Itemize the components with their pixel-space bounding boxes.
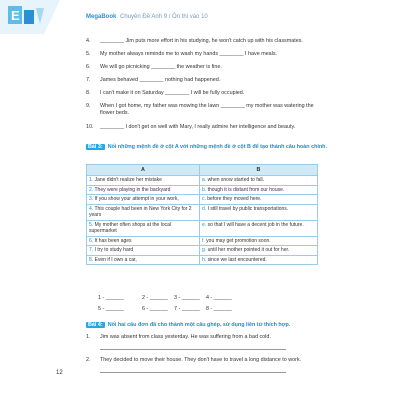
exercise-item: 10. ________ I don't get on well with Mary, I really admire her intelligence and beauty.: [86, 124, 296, 130]
exercise-tag: Bài 4:: [88, 322, 103, 328]
exercise-4-heading: [86, 322, 290, 328]
page-header: [86, 14, 208, 20]
column-b-header: B: [200, 165, 318, 176]
exercise-tag: Bài 3:: [88, 144, 103, 150]
answer-blank[interactable]: 1 - ______: [98, 295, 124, 301]
exercise-item: 7. James behaved ________ nothing had happened.: [86, 77, 221, 83]
table-row: 5. My mother often shops at the local supermarket e. so that I will have a decent job in the future.: [87, 220, 318, 236]
answer-blank[interactable]: 7 - ______: [174, 306, 200, 312]
svg-text:E: E: [11, 8, 20, 23]
table-row: 3. If you show your attempt in your work, c. before they moved here.: [87, 195, 318, 205]
table-row: 1. Jane didn't realize her mistake a. when snow started to fall.: [87, 176, 318, 186]
exercise-item: 8. I can't make it on Saturday ________ I will be fully occupied.: [86, 90, 245, 96]
exercise-instruction: Nối hai câu đơn đã cho thành một câu ghép, sử dụng liên từ thích hợp.: [107, 322, 291, 328]
answer-line[interactable]: [100, 349, 286, 350]
brand-name: MegaBook: [86, 14, 117, 20]
book-logo-icon: [0, 0, 60, 34]
answer-blank[interactable]: 2 - ______: [142, 295, 168, 301]
exercise-instruction: Nối những mệnh đề ở cột A với những mệnh đề ở cột B để tạo thành câu hoàn chỉnh.: [107, 144, 327, 150]
page-number: 12: [56, 370, 63, 376]
table-row: 7. I try to study hard g. until her mother pointed it out for her.: [87, 246, 318, 256]
answer-blank[interactable]: 5 - ______: [98, 306, 124, 312]
exercise-3-heading: [86, 144, 327, 150]
exercise-item: 9. When I got home, my father was mowing the lawn ________ my mother was watering the flower beds.: [86, 103, 314, 116]
column-a-header: A: [87, 165, 200, 176]
answer-blank[interactable]: 8 - ______: [206, 306, 232, 312]
table-row: 2. They were playing in the backyard b. though it is distant from our house.: [87, 185, 318, 195]
exercise-item: 1. Jim was absent from class yesterday. He was suffering from a bad cold.: [86, 334, 271, 340]
exercise-item: 4. ________ Jim puts more effort in his studying, he won't catch up with his classmates.: [86, 38, 303, 44]
table-row: 8. Even if I own a car, h. since we last encountered.: [87, 255, 318, 265]
matching-table: [86, 164, 318, 265]
table-row: 4. This couple had been in New York City for 2 years d. I still travel by public transportations.: [87, 204, 318, 220]
table-row: 6. It has been ages f. you may get promotion soon.: [87, 236, 318, 246]
answer-blank[interactable]: 4 - ______: [206, 295, 232, 301]
exercise-item: 5. My mother always reminds me to wash my hands ________ I have meals.: [86, 51, 278, 57]
answer-blank[interactable]: 3 - ______: [174, 295, 200, 301]
book-subtitle: Chuyên Đề Anh 9 / Ôn thi vào 10: [120, 14, 208, 20]
answer-blank[interactable]: 6 - ______: [142, 306, 168, 312]
answer-line[interactable]: [100, 372, 286, 373]
exercise-item: 6. We will go picnicking ________ the weather is fine.: [86, 64, 222, 70]
exercise-item: 2. They decided to move their house. They don't have to travel a long distance to work.: [86, 357, 302, 363]
